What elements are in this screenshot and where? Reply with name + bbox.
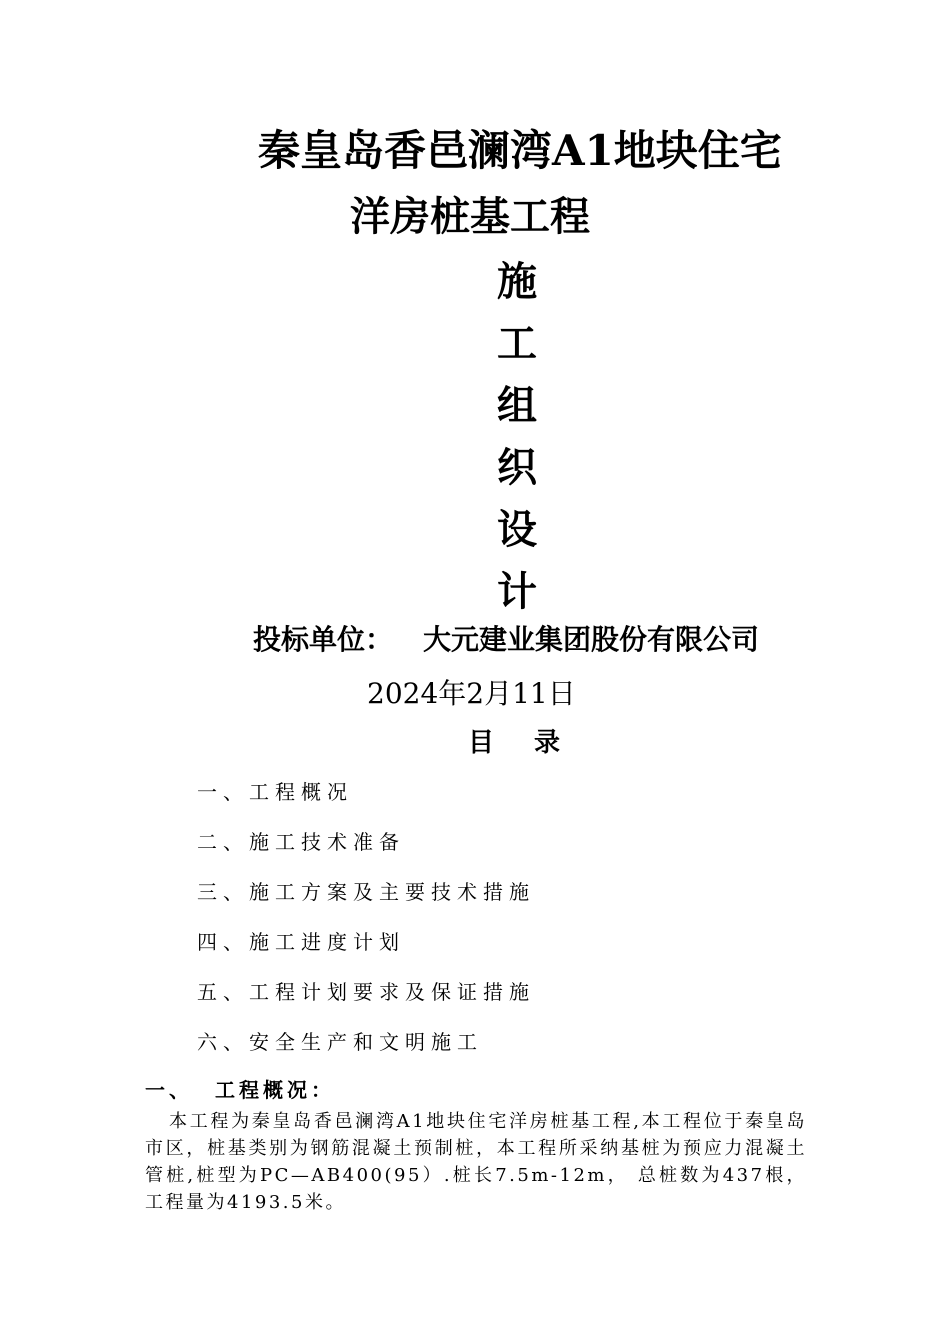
toc-title: 目录 bbox=[468, 728, 601, 758]
doc-type-char: 织 bbox=[497, 444, 537, 491]
toc-item: 四、施工进度计划 bbox=[197, 930, 405, 954]
section-title: 工程概况： bbox=[215, 1078, 335, 1102]
project-title-line2: 洋房桩基工程 bbox=[350, 193, 590, 240]
document-date: 2024年2月11日 bbox=[367, 677, 576, 710]
toc-item: 六、安全生产和文明施工 bbox=[197, 1030, 483, 1054]
bidder-name: 大元建业集团股份有限公司 bbox=[423, 623, 760, 656]
doc-type-char: 施 bbox=[497, 258, 537, 305]
doc-type-char: 工 bbox=[497, 320, 537, 367]
doc-type-char: 组 bbox=[497, 382, 537, 429]
section-heading bbox=[145, 1074, 335, 1103]
section-number: 一、 bbox=[145, 1078, 193, 1102]
toc-item: 一、工程概况 bbox=[197, 780, 353, 804]
doc-type-char: 设 bbox=[497, 506, 537, 553]
toc-item: 五、工程计划要求及保证措施 bbox=[197, 980, 535, 1004]
project-title-line1: 秦皇岛香邑澜湾A1地块住宅 bbox=[258, 126, 782, 175]
doc-type-char: 计 bbox=[497, 568, 537, 615]
section-paragraph: 本工程为秦皇岛香邑澜湾A1地块住宅洋房桩基工程,本工程位于秦皇岛市区，桩基类别为钢筋混凝土预制桩，本工程所采纳基桩为预应力混凝土管桩,桩型为PC—AB400(95）.桩长7.5m-12m， 总桩数为437根，工程量为4193.5米。 bbox=[145, 1111, 807, 1213]
bidder-label: 投标单位： bbox=[253, 623, 394, 656]
toc-item: 二、施工技术准备 bbox=[197, 830, 405, 854]
bidder-line bbox=[253, 618, 759, 658]
toc-item: 三、施工方案及主要技术措施 bbox=[197, 880, 535, 904]
